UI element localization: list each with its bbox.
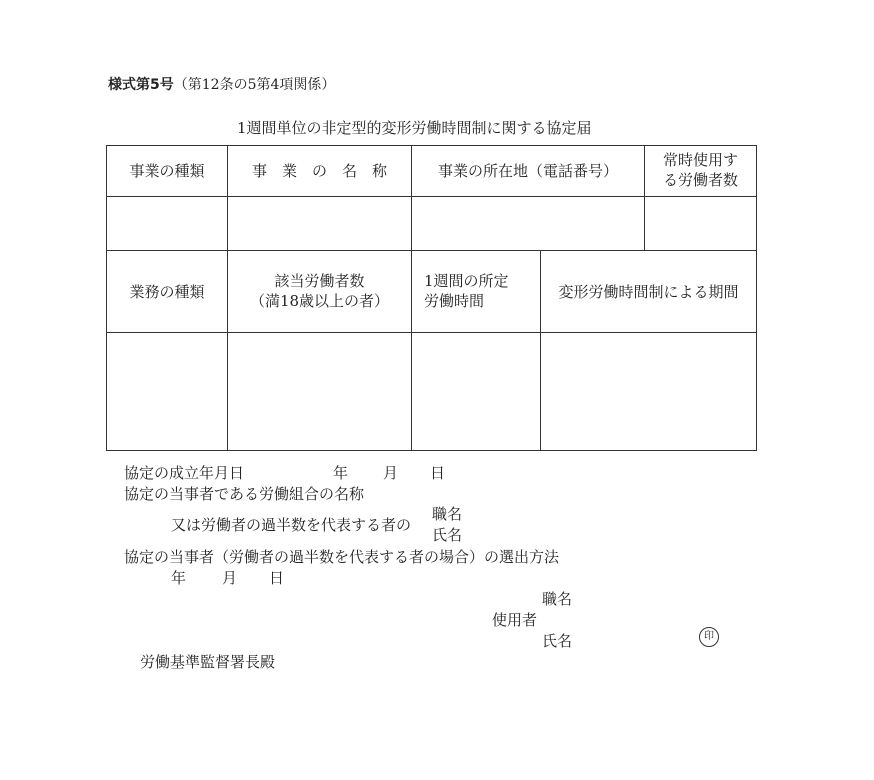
representative-label: 又は労働者の過半数を代表する者の xyxy=(171,516,412,534)
header-regular-workers-line1: 常時使用す xyxy=(662,151,738,169)
header-business-location: 事業の所在地（電話番号） xyxy=(437,162,618,180)
employer-name: 氏名 xyxy=(542,632,573,650)
agreement-year: 年 xyxy=(333,464,349,482)
agreement-day: 日 xyxy=(430,464,446,482)
employer-label: 使用者 xyxy=(492,611,538,629)
union-name-label: 協定の当事者である労働組合の名称 xyxy=(124,485,365,503)
agreement-date-label: 協定の成立年月日 xyxy=(124,464,245,482)
table-row-divider xyxy=(106,196,757,197)
addressee: 労働基準監督署長殿 xyxy=(140,653,276,671)
seal-mark: 印 xyxy=(699,627,719,647)
header-business-name: 事 業 の 名 称 xyxy=(251,162,387,180)
selection-method-label: 協定の当事者（労働者の過半数を代表する者の場合）の選出方法 xyxy=(124,548,560,566)
table-column-divider xyxy=(411,145,412,451)
agreement-month: 月 xyxy=(383,464,399,482)
submission-year: 年 xyxy=(171,569,187,587)
submission-day: 日 xyxy=(269,569,285,587)
form-number-line xyxy=(108,74,335,94)
table-row-divider xyxy=(106,332,757,333)
employer-job-title: 職名 xyxy=(542,590,573,608)
table-column-divider xyxy=(540,250,541,451)
header-regular-workers xyxy=(645,150,756,190)
header-applicable-workers xyxy=(228,271,411,311)
header-business-type: 事業の種類 xyxy=(129,162,205,180)
form-reference: （第12条の5第4項関係） xyxy=(173,77,336,93)
representative-job-title: 職名 xyxy=(432,505,463,523)
table-border-bottom xyxy=(106,450,757,451)
header-weekly-hours xyxy=(424,271,540,311)
representative-name: 氏名 xyxy=(432,526,463,544)
table-border-right xyxy=(756,145,757,451)
header-weekly-hours-line1: 1週間の所定 xyxy=(424,272,509,290)
header-variable-period: 変形労働時間制による期間 xyxy=(558,283,739,301)
table-row-divider xyxy=(106,250,757,251)
table-border-top xyxy=(106,145,757,146)
header-applicable-workers-line2: （満18歳以上の者） xyxy=(249,292,390,310)
form-number: 様式第5号 xyxy=(108,77,174,93)
header-weekly-hours-line2: 労働時間 xyxy=(424,292,485,310)
header-regular-workers-line2: る労働者数 xyxy=(662,171,738,189)
header-applicable-workers-line1: 該当労働者数 xyxy=(274,272,365,290)
submission-month: 月 xyxy=(222,569,238,587)
header-work-type: 業務の種類 xyxy=(129,283,205,301)
document-title: 1週間単位の非定型的変形労働時間制に関する協定届 xyxy=(237,119,592,137)
